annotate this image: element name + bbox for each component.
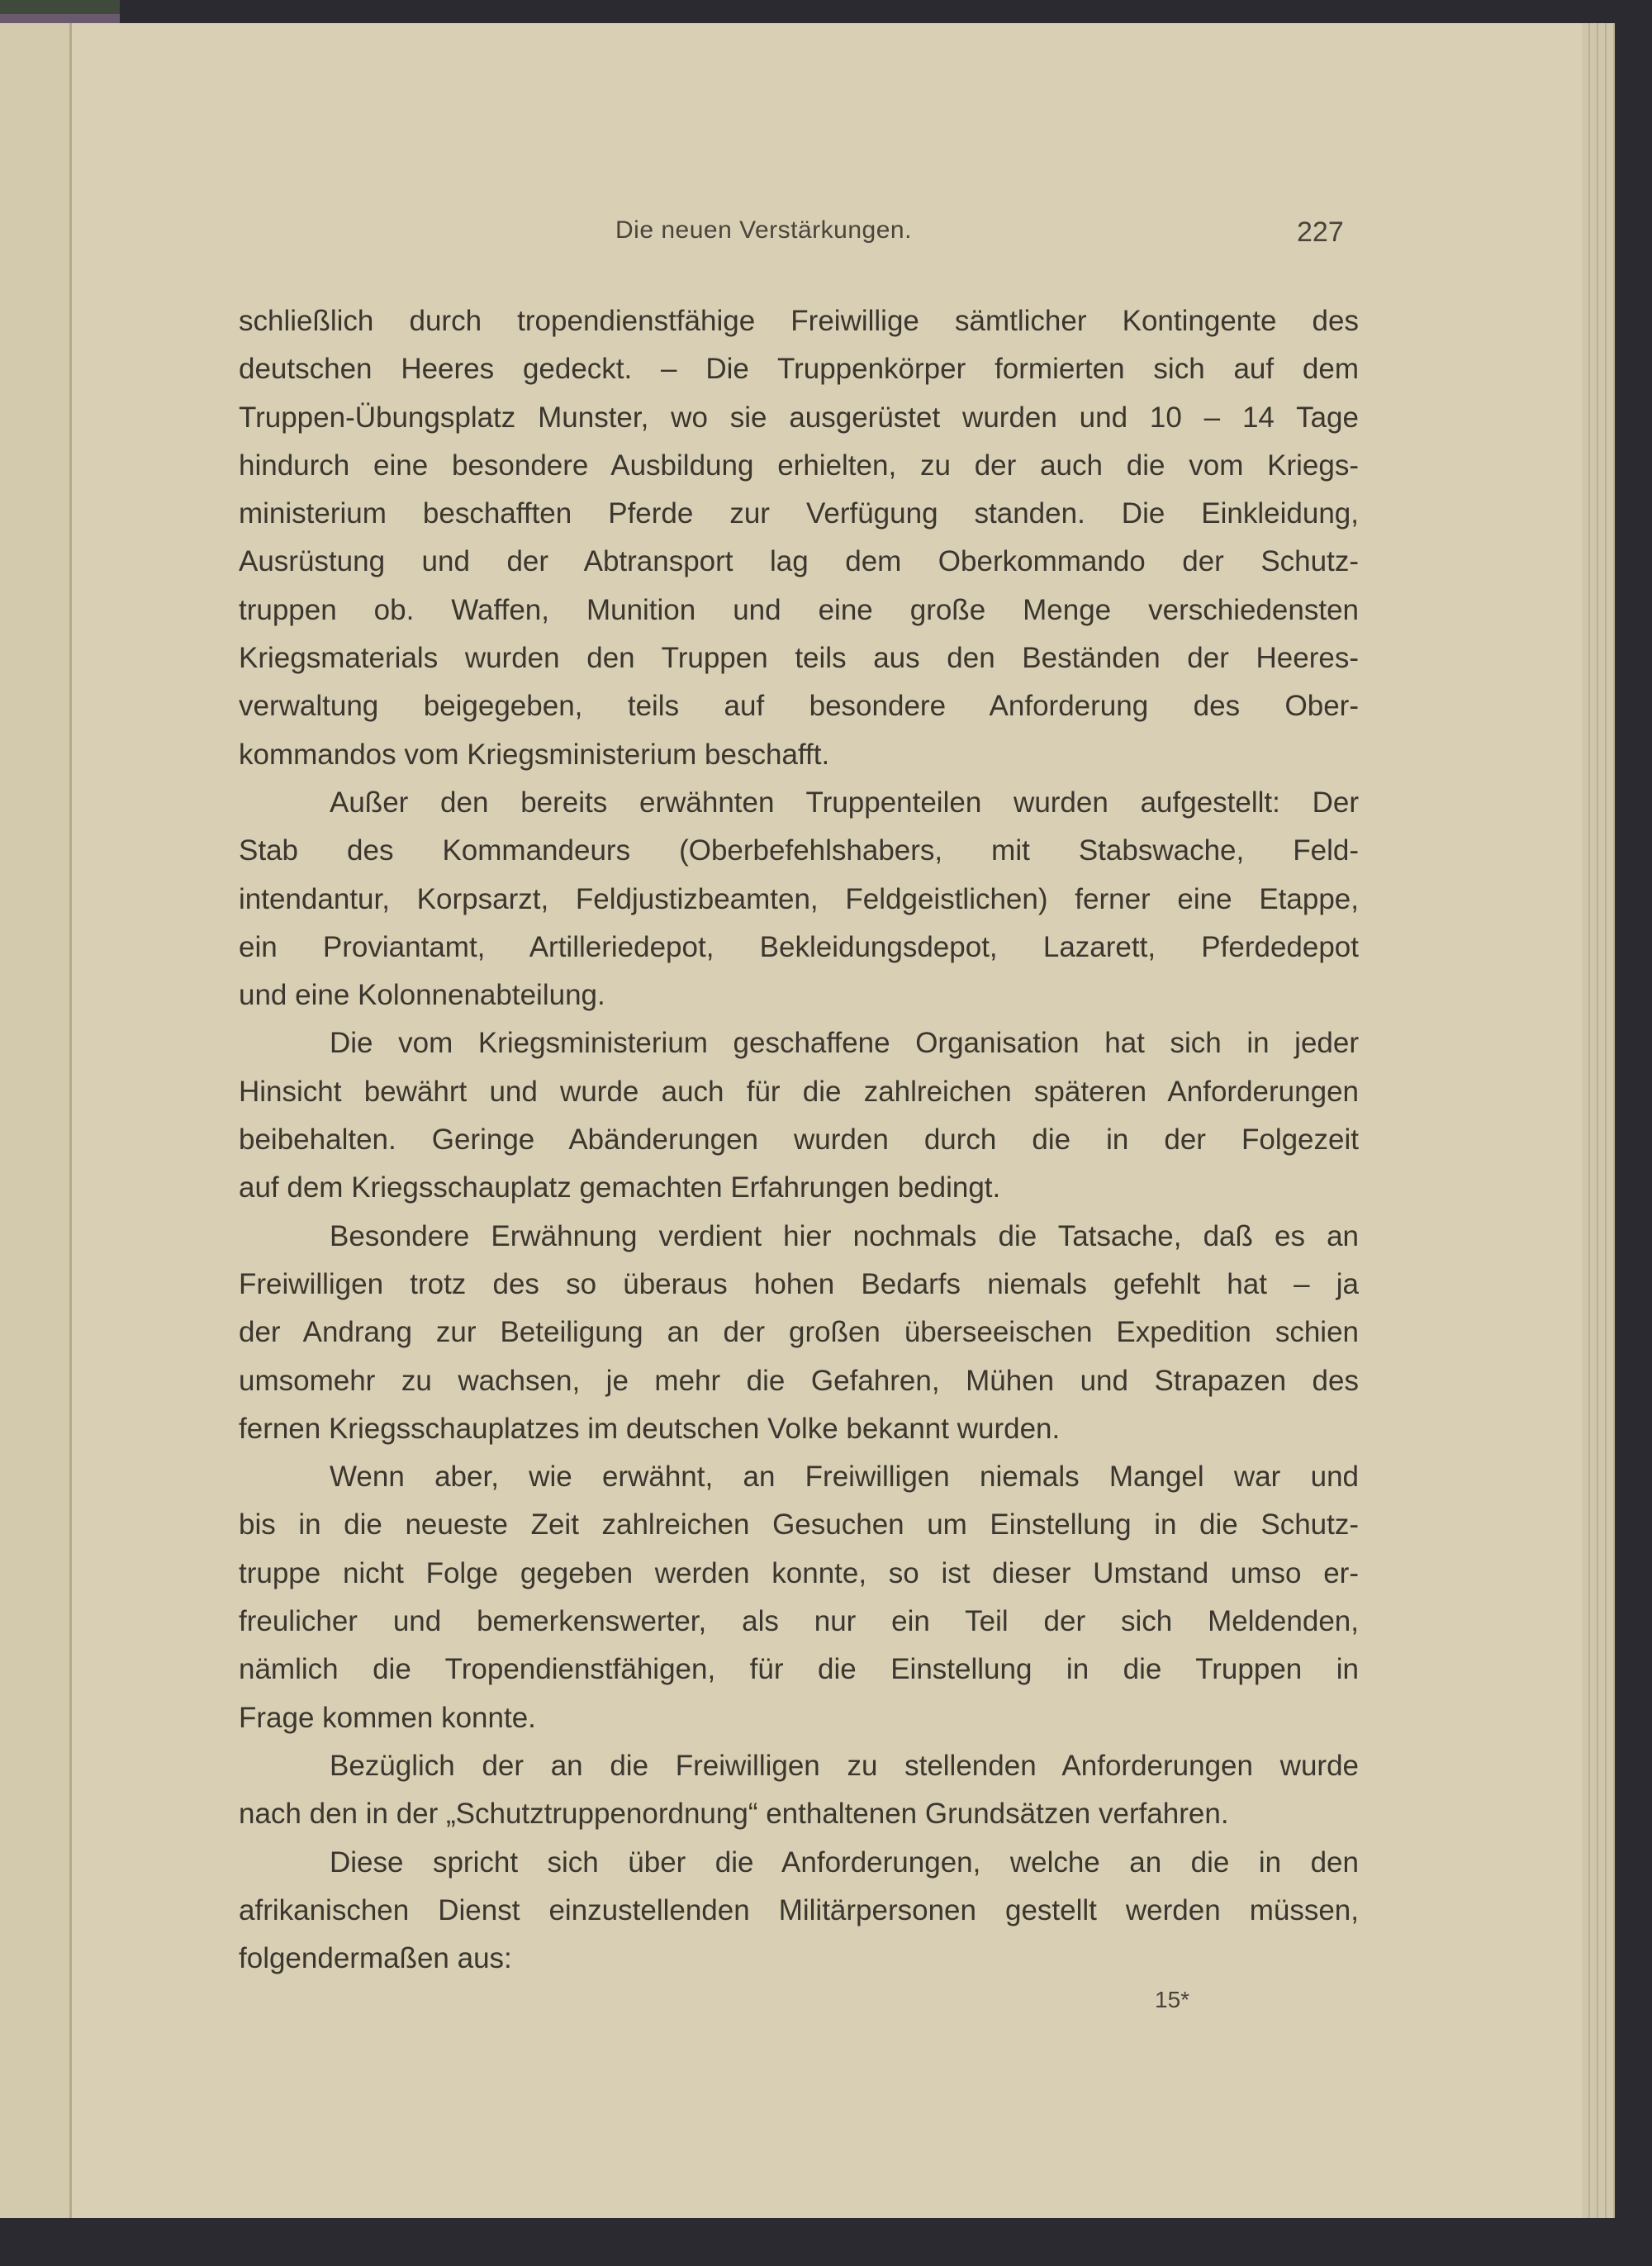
running-header: Die neuen Verstärkungen. [615, 216, 912, 244]
paragraph [239, 297, 1359, 779]
text-line: Wenn aber, wie erwähnt, an Freiwilligen niemals Mangel war und [330, 1461, 1359, 1494]
text-line: umsomehr zu wachsen, je mehr die Gefahren, Mühen und Strapazen des [239, 1364, 1359, 1397]
text-line: Besondere Erwähnung verdient hier nochmals die Tatsache, daß es an [330, 1219, 1359, 1252]
text-line: bis in die neueste Zeit zahlreichen Gesuchen um Einstellung in die Schutz- [239, 1508, 1359, 1542]
text-line: Die vom Kriegsministerium geschaffene Organisation hat sich in jeder [330, 1027, 1359, 1060]
paragraph [239, 1453, 1359, 1742]
paragraph [239, 1839, 1359, 1983]
text-line: verwaltung beigegeben, teils auf besondere Anforderung des Ober- [239, 690, 1359, 723]
text-line: nämlich die Tropendienstfähigen, für die Einstellung in die Truppen in [239, 1653, 1359, 1686]
text-line: der Andrang zur Beteiligung an der großen überseeischen Expedition schien [239, 1316, 1359, 1349]
paragraph [239, 1019, 1359, 1212]
text-line: Kriegsmaterials wurden den Truppen teils aus den Beständen der Heeres- [239, 642, 1359, 675]
binding-gutter [69, 23, 72, 2218]
text-line: freulicher und bemerkenswerter, als nur ein Teil der sich Meldenden, [239, 1605, 1359, 1638]
text-line: und eine Kolonnenabteilung. [239, 979, 605, 1012]
text-line: Hinsicht bewährt und wurde auch für die zahlreichen späteren Anforderungen [239, 1075, 1359, 1108]
text-line: ein Proviantamt, Artilleriedepot, Bekleidungsdepot, Lazarett, Pferdedepot [239, 930, 1359, 963]
text-line: Stab des Kommandeurs (Oberbefehlshabers, mit Stabswache, Feld- [239, 834, 1359, 867]
text-line: Frage kommen konnte. [239, 1701, 536, 1734]
text-line: truppen ob. Waffen, Munition und eine große Menge verschiedensten [239, 593, 1359, 626]
text-line: schließlich durch tropendienstfähige Freiwillige sämtlicher Kontingente des [239, 305, 1359, 337]
signature-mark: 15* [1155, 1987, 1190, 2012]
text-line: Bezüglich der an die Freiwilligen zu stellenden Anforderungen wurde [330, 1749, 1359, 1782]
text-line: kommandos vom Kriegsministerium beschafft. [239, 738, 830, 771]
text-line: Außer den bereits erwähnten Truppenteilen wurden aufgestellt: Der [330, 786, 1359, 819]
text-line: intendantur, Korpsarzt, Feldjustizbeamten, Feldgeistlichen) ferner eine Etappe, [239, 882, 1359, 915]
text-line: ministerium beschafften Pferde zur Verfügung standen. Die Einkleidung, [239, 497, 1359, 530]
text-line: afrikanischen Dienst einzustellenden Militärpersonen gestellt werden müssen, [239, 1893, 1359, 1926]
body-text [239, 297, 1359, 1983]
page-number: 227 [1297, 216, 1344, 248]
text-line: folgendermaßen aus: [239, 1942, 512, 1975]
text-line: Ausrüstung und der Abtransport lag dem Oberkommando der Schutz- [239, 545, 1359, 578]
text-line: beibehalten. Geringe Abänderungen wurden durch die in der Folgezeit [239, 1123, 1359, 1157]
text-line: nach den in der „Schutztruppenordnung“ enthaltenen Grundsätzen verfahren. [239, 1798, 1229, 1831]
facing-page-edge [0, 23, 69, 2218]
text-line: Truppen-Übungsplatz Munster, wo sie ausgerüstet wurden und 10 – 14 Tage [239, 401, 1359, 434]
book-cover-edge [0, 0, 120, 23]
text-line: truppe nicht Folge gegeben werden konnte, so ist dieser Umstand umso er- [239, 1556, 1359, 1589]
text-line: Freiwilligen trotz des so überaus hohen Bedarfs niemals gefehlt hat – ja [239, 1267, 1359, 1300]
paragraph [239, 1213, 1359, 1453]
text-line: auf dem Kriegsschauplatz gemachten Erfahrungen bedingt. [239, 1171, 1001, 1204]
page-stack-edge [1582, 23, 1615, 2218]
paragraph [239, 779, 1359, 1019]
text-line: fernen Kriegsschauplatzes im deutschen Volke bekannt wurden. [239, 1412, 1061, 1445]
text-line: deutschen Heeres gedeckt. – Die Truppenkörper formierten sich auf dem [239, 353, 1359, 386]
text-line: hindurch eine besondere Ausbildung erhielten, zu der auch die vom Kriegs- [239, 449, 1359, 482]
text-line: Diese spricht sich über die Anforderungen, welche an die in den [330, 1846, 1359, 1879]
paragraph [239, 1742, 1359, 1839]
